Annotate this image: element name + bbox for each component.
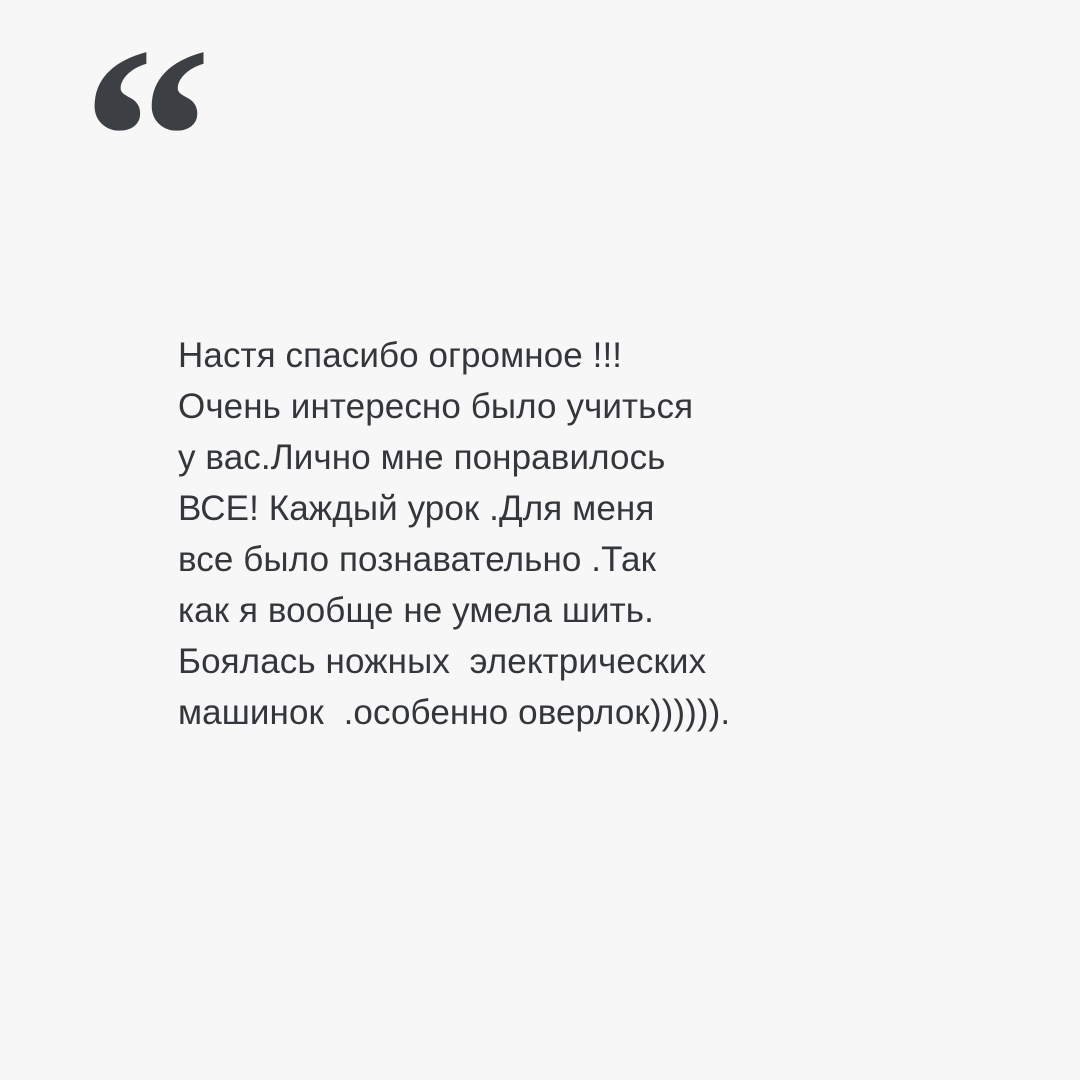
testimonial-line: как я вообще не умела шить. <box>178 591 654 630</box>
opening-quotation-mark-icon: “ <box>82 0 206 282</box>
testimonial-line: у вас.Лично мне понравилось <box>178 438 666 477</box>
testimonial-line: Настя спасибо огромное !!! <box>178 336 623 375</box>
testimonial-line: Боялась ножных электрических <box>178 642 707 681</box>
testimonial-line: все было познавательно .Так <box>178 540 656 579</box>
testimonial-line: ВСЕ! Каждый урок .Для меня <box>178 489 655 528</box>
testimonial-line: Очень интересно было учиться <box>178 387 694 426</box>
testimonial-text-block <box>178 330 968 738</box>
testimonial-line: машинок .особенно оверлок)))))). <box>178 693 731 732</box>
